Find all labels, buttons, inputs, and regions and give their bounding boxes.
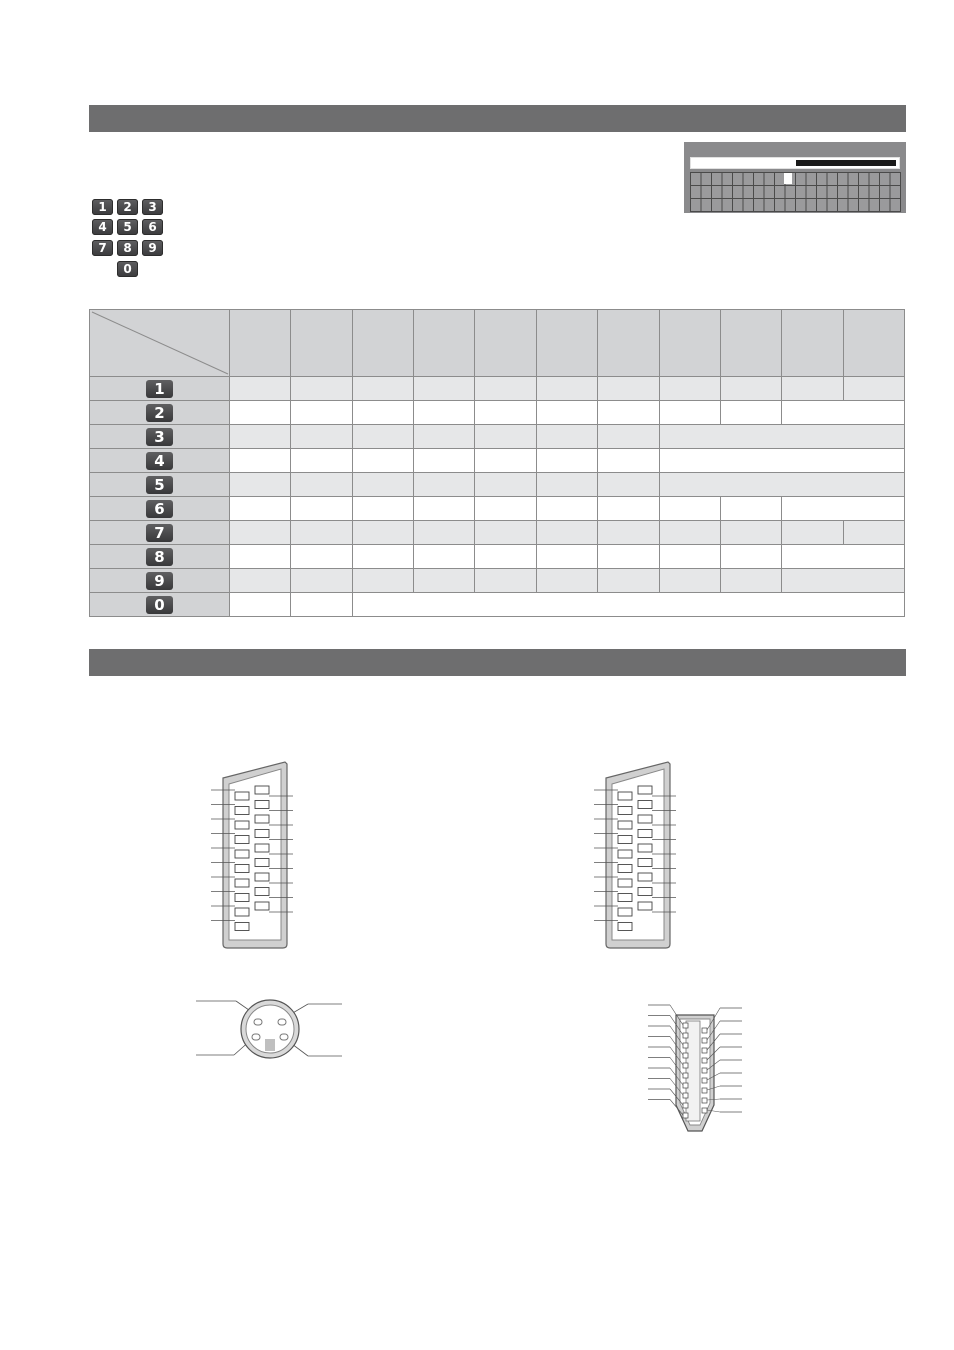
character-table	[89, 309, 905, 617]
hdmi-pin	[702, 1068, 707, 1073]
key-3: 3	[142, 199, 163, 215]
scart-pin	[638, 815, 652, 823]
scart-pin	[235, 879, 249, 887]
scart-pin	[235, 792, 249, 800]
scart-pin	[255, 902, 269, 910]
row-key-4: 4	[146, 452, 173, 470]
scart-pin	[618, 807, 632, 815]
name-input-field	[690, 157, 900, 169]
hdmi-pin	[702, 1078, 707, 1083]
hdmi-connector	[640, 995, 750, 1145]
key-2: 2	[117, 199, 138, 215]
table-header-cell	[414, 310, 475, 377]
scart-pin	[235, 836, 249, 844]
hdmi-pin	[683, 1073, 688, 1078]
scart-pin	[255, 801, 269, 809]
table-header-cell	[291, 310, 352, 377]
scart-pin	[235, 865, 249, 873]
row-key-8: 8	[146, 548, 173, 566]
scart-connector-left	[205, 760, 300, 950]
table-row	[90, 425, 905, 449]
hdmi-pin	[702, 1048, 707, 1053]
row-key-7: 7	[146, 524, 173, 542]
hdmi-pin	[702, 1108, 707, 1113]
scart-pin	[618, 908, 632, 916]
scart-pin	[638, 902, 652, 910]
hdmi-pin	[702, 1088, 707, 1093]
table-row	[90, 401, 905, 425]
row-key-6: 6	[146, 500, 173, 518]
hdmi-pin	[702, 1038, 707, 1043]
key-9: 9	[142, 240, 163, 256]
table-header-cell	[659, 310, 720, 377]
character-input-panel	[684, 142, 906, 213]
hdmi-pin	[683, 1033, 688, 1038]
corner-diagonal	[90, 310, 230, 376]
scart-pin	[255, 888, 269, 896]
table-corner-cell	[90, 310, 230, 377]
row-key-3: 3	[146, 428, 173, 446]
section-header-bar-bottom	[89, 649, 906, 676]
scart-pin	[235, 908, 249, 916]
table-row	[90, 497, 905, 521]
key-6: 6	[142, 219, 163, 235]
scart-pin	[255, 830, 269, 838]
scart-connector-right	[588, 760, 683, 950]
table-row	[90, 545, 905, 569]
scart-pin	[255, 786, 269, 794]
scart-pin	[618, 821, 632, 829]
hdmi-pin	[683, 1053, 688, 1058]
section-header-bar-top	[89, 105, 906, 132]
scart-pin	[618, 792, 632, 800]
table-header-cell	[782, 310, 843, 377]
key-0: 0	[117, 261, 138, 277]
character-grid	[690, 172, 901, 212]
scart-pin	[255, 873, 269, 881]
table-row	[90, 569, 905, 593]
table-header-cell	[598, 310, 659, 377]
scart-pin	[235, 923, 249, 931]
scart-pin	[235, 821, 249, 829]
table-header-cell	[352, 310, 413, 377]
scart-pin	[618, 923, 632, 931]
scart-pin	[255, 844, 269, 852]
scart-pin	[638, 786, 652, 794]
table-row	[90, 449, 905, 473]
key-1: 1	[92, 199, 113, 215]
scart-pin	[618, 850, 632, 858]
table-header-cell	[230, 310, 291, 377]
scart-pin	[255, 815, 269, 823]
table-header-cell	[536, 310, 597, 377]
character-cursor	[784, 173, 792, 184]
row-key-5: 5	[146, 476, 173, 494]
table-header-cell	[720, 310, 781, 377]
key-5: 5	[117, 219, 138, 235]
row-key-2: 2	[146, 404, 173, 422]
scart-pin	[638, 873, 652, 881]
scart-pin	[618, 865, 632, 873]
scart-pin	[618, 879, 632, 887]
scart-pin	[638, 830, 652, 838]
row-key-9: 9	[146, 572, 173, 590]
scart-pin	[235, 894, 249, 902]
hdmi-pin	[683, 1103, 688, 1108]
table-header-row	[90, 310, 905, 377]
scart-pin	[638, 888, 652, 896]
key-8: 8	[117, 240, 138, 256]
hdmi-pin	[683, 1093, 688, 1098]
s-video-connector	[194, 995, 344, 1065]
hdmi-pin	[702, 1098, 707, 1103]
scart-pin	[255, 859, 269, 867]
name-input-fill	[796, 160, 896, 166]
hdmi-pin	[683, 1043, 688, 1048]
table-header-cell	[475, 310, 536, 377]
scart-pin	[638, 859, 652, 867]
scart-pin	[638, 844, 652, 852]
scart-pin	[638, 801, 652, 809]
scart-pin	[618, 836, 632, 844]
row-key-0: 0	[146, 596, 173, 614]
hdmi-pin	[683, 1113, 688, 1118]
row-key-1: 1	[146, 380, 173, 398]
hdmi-pin	[683, 1083, 688, 1088]
table-row	[90, 377, 905, 401]
scart-pin	[618, 894, 632, 902]
table-header-cell	[843, 310, 904, 377]
scart-pin	[235, 850, 249, 858]
hdmi-pin	[683, 1023, 688, 1028]
hdmi-pin	[702, 1058, 707, 1063]
table-row	[90, 521, 905, 545]
hdmi-pin	[683, 1063, 688, 1068]
table-row	[90, 593, 905, 617]
table-row	[90, 473, 905, 497]
scart-pin	[235, 807, 249, 815]
key-4: 4	[92, 219, 113, 235]
key-7: 7	[92, 240, 113, 256]
hdmi-pin	[702, 1028, 707, 1033]
